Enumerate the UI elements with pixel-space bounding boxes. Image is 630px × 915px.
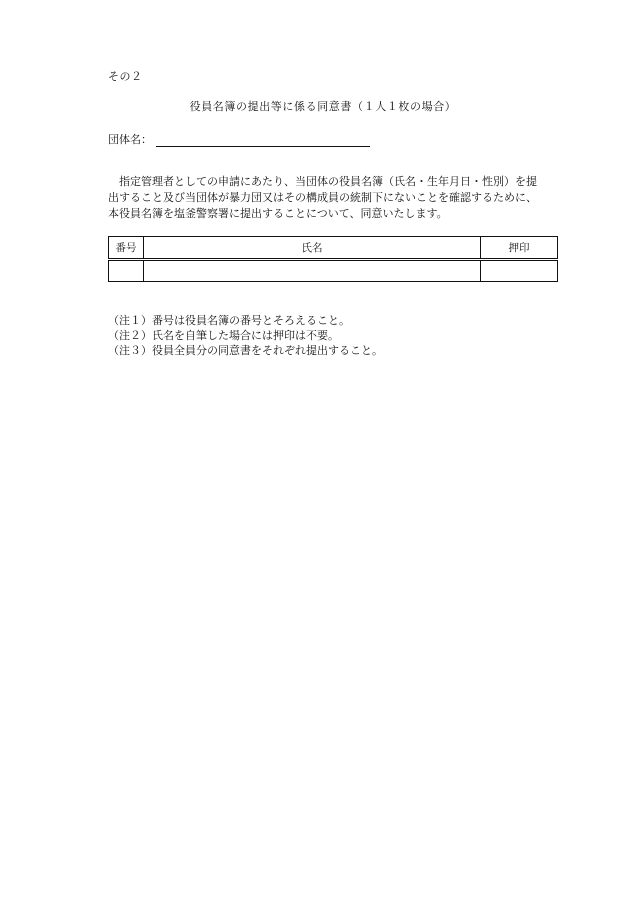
officer-table — [108, 236, 558, 282]
organization-name-label: 団体名： — [108, 133, 152, 146]
note-item: （注１）番号は役員名簿の番号とそろえること。 — [108, 314, 350, 327]
consent-line: 指定管理者としての申請にあたり、当団体の役員名簿（氏名・生年月日・性別）を提 — [119, 175, 537, 188]
cell-number — [109, 260, 144, 282]
header-number: 番号 — [109, 237, 144, 260]
notes-list — [108, 313, 383, 358]
header-seal: 押印 — [481, 237, 558, 260]
note-item: （注２）氏名を自筆した場合には押印は不要。 — [108, 329, 339, 342]
table-row — [109, 260, 558, 282]
consent-line: 出すること及び当団体が暴力団又はその構成員の統制下にないことを確認するために、 — [108, 191, 537, 204]
table-header-row — [109, 237, 558, 260]
form-number-label: その２ — [108, 70, 143, 83]
consent-line: 本役員名簿を塩釜警察署に提出することについて、同意いたします。 — [108, 207, 448, 220]
note-item: （注３）役員全員分の同意書をそれぞれ提出すること。 — [108, 344, 383, 357]
document-title: 役員名簿の提出等に係る同意書（１人１枚の場合） — [189, 100, 457, 113]
cell-seal — [481, 260, 558, 282]
organization-name-blank — [156, 134, 370, 147]
header-name: 氏名 — [144, 237, 481, 260]
cell-name — [144, 260, 481, 282]
organization-name-field — [108, 131, 370, 147]
consent-statement — [108, 174, 573, 222]
